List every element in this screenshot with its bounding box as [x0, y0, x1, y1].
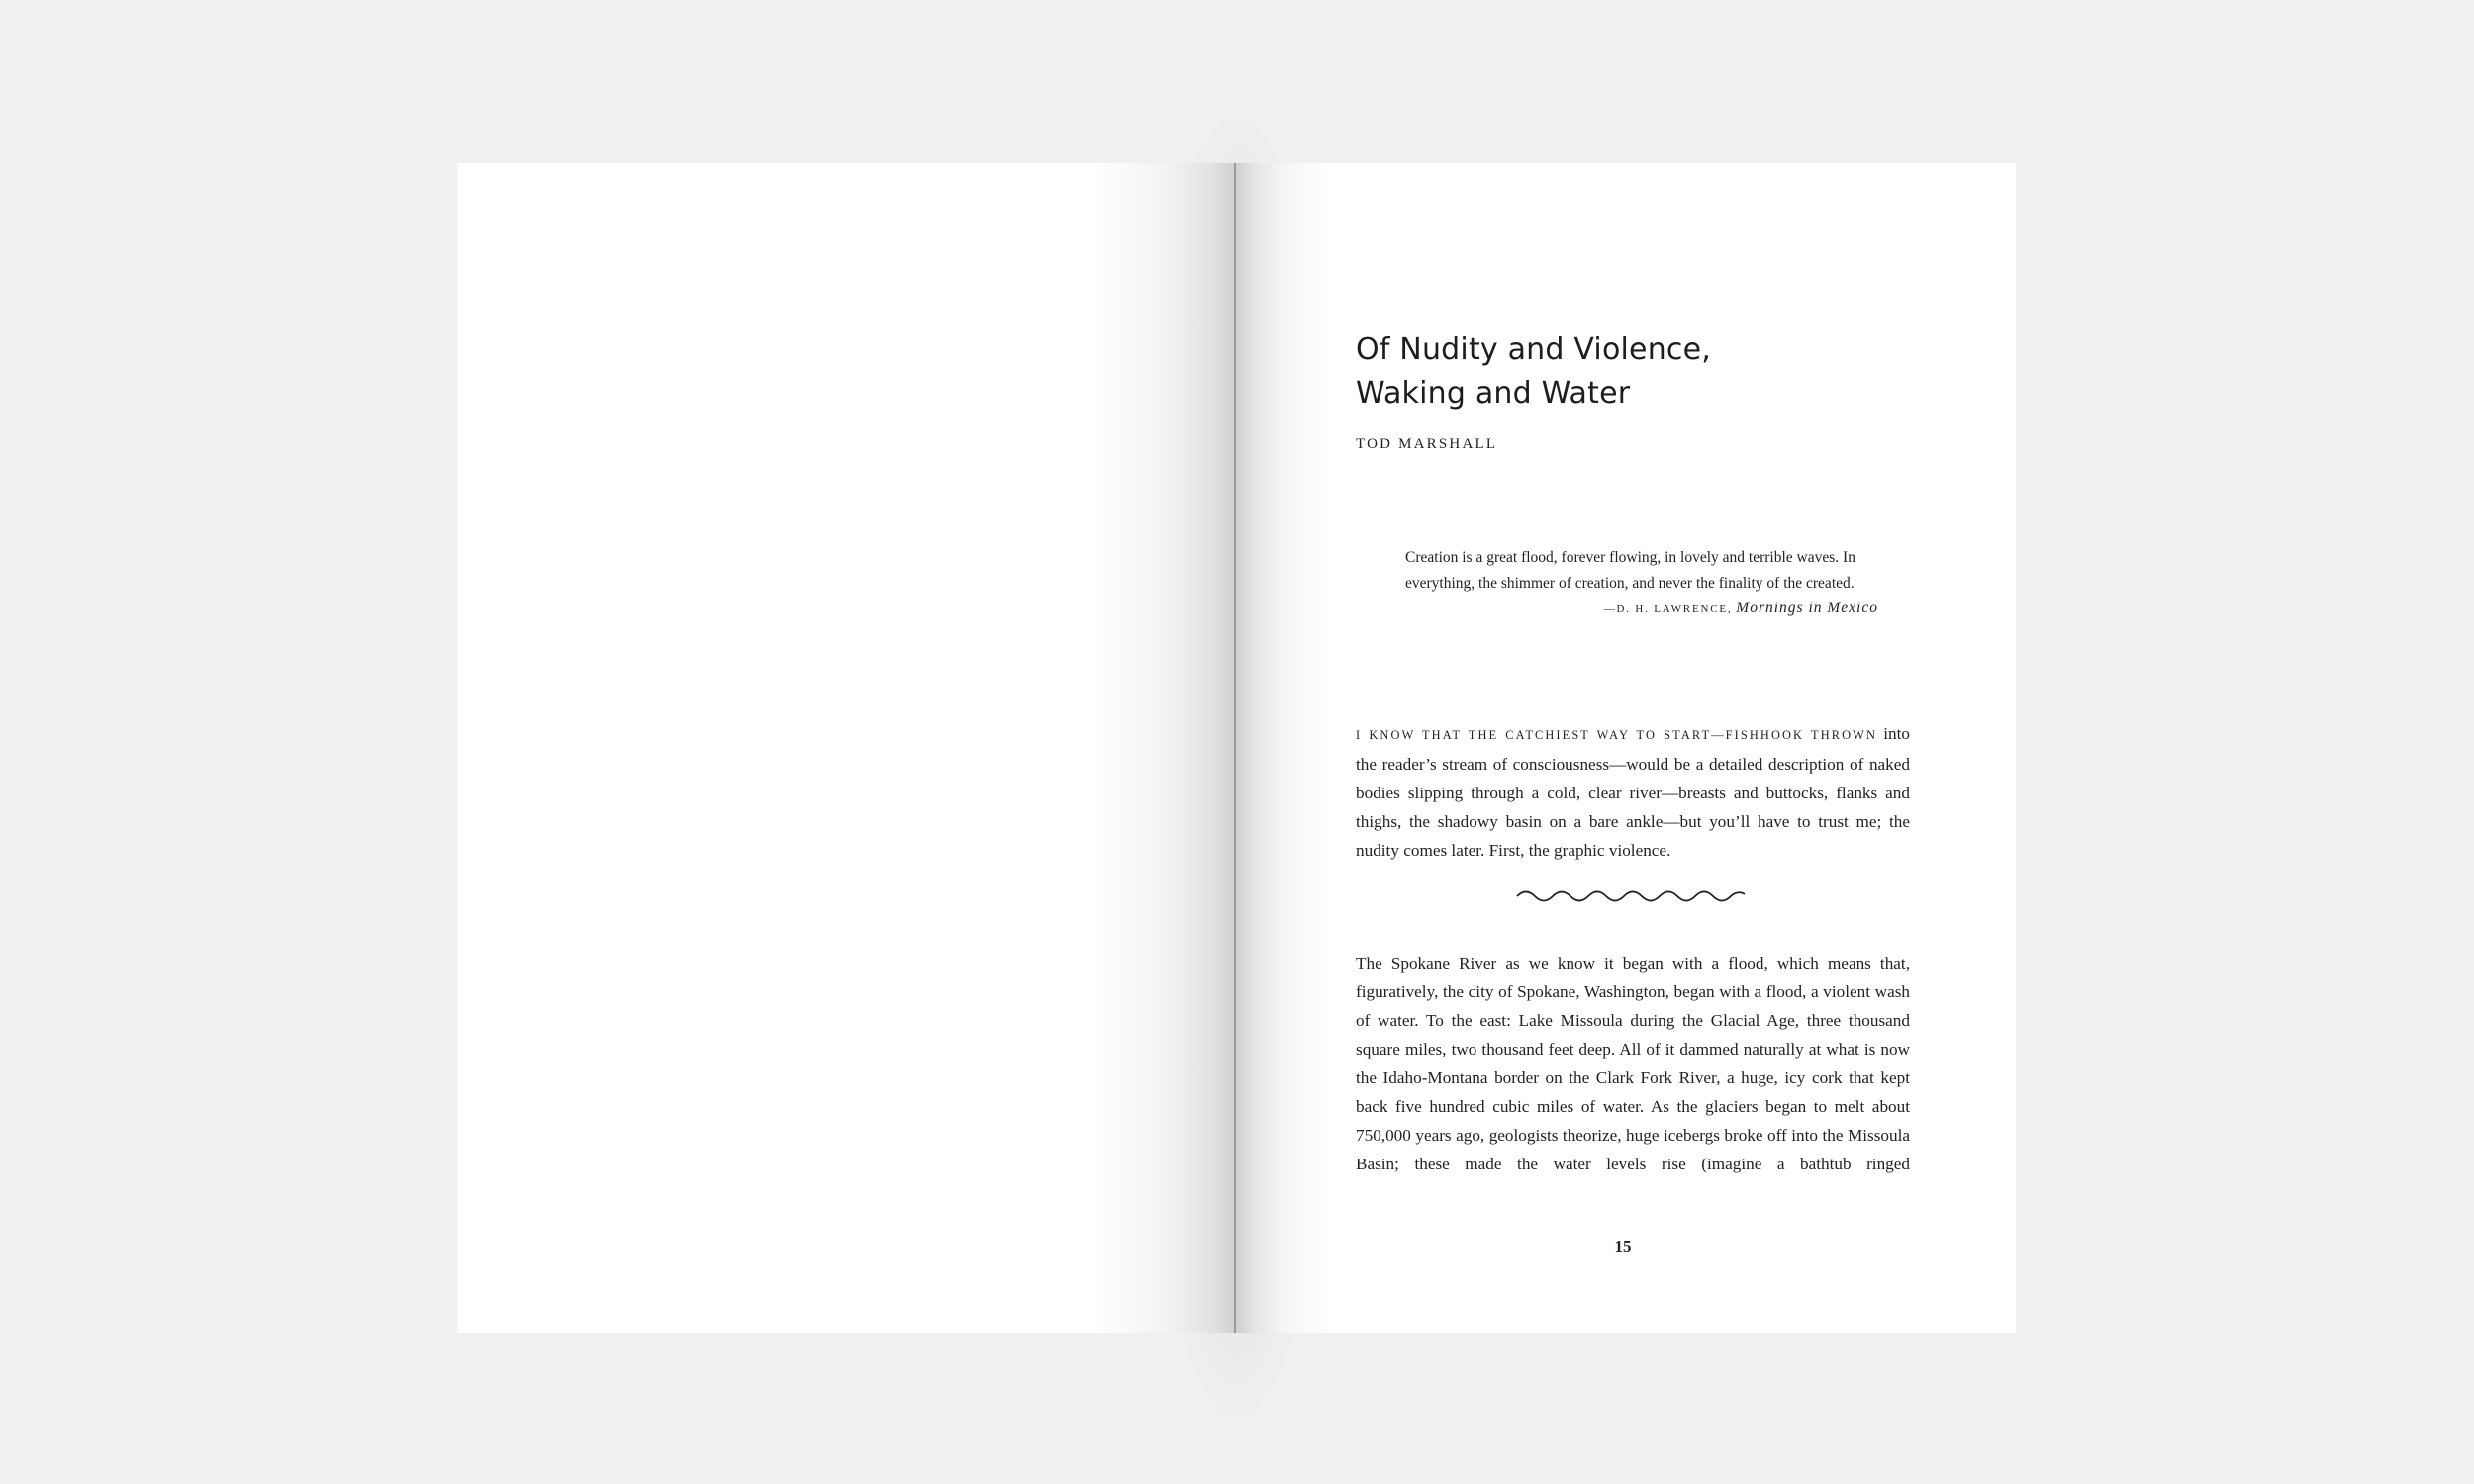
epigraph-attribution-name: —D. H. LAWRENCE,	[1603, 603, 1733, 615]
epigraph-attribution-work: Mornings in Mexico	[1736, 600, 1878, 616]
body-paragraph: The Spokane River as we know it began with a flood, which means that, figuratively, the city of Spokane, Washington, began with a flood, a violent wash of water. To the east: Lake Missoula during the Glacial Age, three thousand square miles, two thousand feet deep. All of it dammed naturally at what is now the Idaho-Montana border on the Clark Fork River, a huge, icy cork that kept back five hundred cubic miles of water. As the glaciers began to melt about 750,000 years ago, geologists theorize, huge icebergs broke off into the Missoula Basin; these made the water levels rise (imagine a bathtub ringed	[1356, 954, 1910, 1173]
page-number: 15	[1614, 1237, 1632, 1255]
opening-lead-in: I KNOW THAT THE CATCHIEST WAY TO START—FISHHOOK THROWN	[1356, 728, 1877, 742]
wave-ornament-icon	[1515, 888, 1747, 910]
chapter-title: Of Nudity and Violence, Waking and Water	[1356, 332, 1712, 411]
book-gutter	[1234, 163, 1236, 1333]
epigraph	[1405, 545, 1878, 623]
left-page	[457, 163, 1235, 1333]
epigraph-attribution	[1405, 596, 1878, 623]
opening-paragraph	[1356, 719, 1910, 865]
page-number-container	[1236, 1237, 2016, 1256]
author-name: TOD MARSHALL	[1356, 436, 1498, 452]
epigraph-text: Creation is a great flood, forever flowing, in lovely and terrible waves. In everything, the shimmer of creation, and never the finality of the created.	[1405, 549, 1856, 592]
right-page	[1236, 163, 2016, 1333]
opening-paragraph-body: into the reader’s stream of consciousness—would be a detailed description of naked bodies slipping through a cold, clear river—breasts and buttocks, flanks and thighs, the shadowy basin on a bare ankle—but you’ll have to trust me; the nudity comes later. First, the graphic violence.	[1356, 724, 1910, 860]
